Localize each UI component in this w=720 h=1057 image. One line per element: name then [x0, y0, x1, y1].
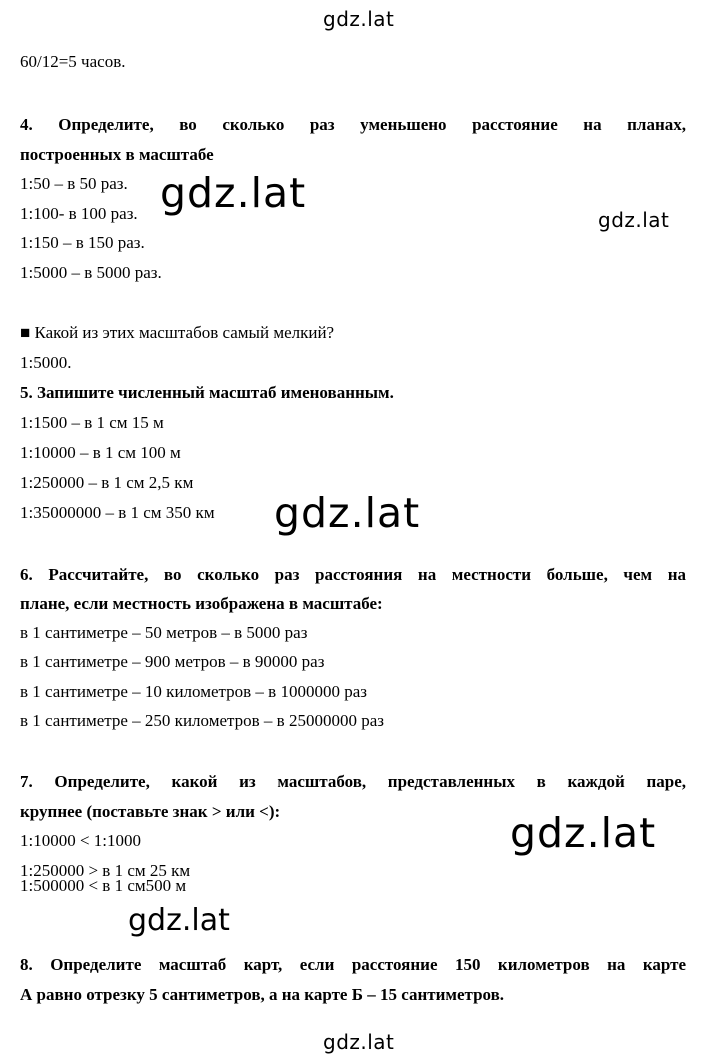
- watermark-big-4: gdz.lat: [128, 903, 230, 938]
- q4-title-line2: построенных в масштабе: [20, 145, 214, 164]
- q8-title-line2: А равно отрезку 5 сантиметров, а на карте Б – 15 сантиметров.: [20, 985, 505, 1004]
- q5-answer-1: 1:1500 – в 1 см 15 м: [20, 413, 164, 432]
- q4-title-line1: 4. Определите, во сколько раз уменьшено расстояние на планах,: [20, 115, 686, 134]
- q4-answer-3: 1:150 – в 150 раз.: [20, 233, 145, 252]
- q6-title-line2: плане, если местность изображена в масштабе:: [20, 594, 383, 613]
- q4-answer-4: 1:5000 – в 5000 раз.: [20, 263, 162, 282]
- q5-title: 5. Запишите численный масштаб именованным.: [20, 383, 394, 402]
- q6-answer-3: в 1 сантиметре – 10 километров – в 1000000 раз: [20, 682, 367, 701]
- watermark-big-2: gdz.lat: [274, 489, 421, 537]
- q4-answer-1: 1:50 – в 50 раз.: [20, 174, 128, 193]
- q4-sub-question: ■ Какой из этих масштабов самый мелкий?: [20, 323, 335, 342]
- q5-answer-3: 1:250000 – в 1 см 2,5 км: [20, 473, 194, 492]
- q7-answer-2: 1:250000 > в 1 см 25 км: [20, 861, 191, 880]
- q7-title-line2: крупнее (поставьте знак > или <):: [20, 802, 281, 821]
- q5-answer-2: 1:10000 – в 1 см 100 м: [20, 443, 181, 462]
- q8-title-line1: 8. Определите масштаб карт, если расстояние 150 километров на карте: [20, 955, 686, 974]
- q4-answer-2: 1:100- в 100 раз.: [20, 204, 138, 223]
- watermark-top: gdz.lat: [323, 7, 395, 31]
- watermark-side: gdz.lat: [598, 208, 670, 232]
- q6-answer-1: в 1 сантиметре – 50 метров – в 5000 раз: [20, 623, 308, 642]
- q6-title-line1: 6. Рассчитайте, во сколько раз расстояния на местности больше, чем на: [20, 565, 686, 584]
- q7-answer-3-clipped: [20, 878, 186, 900]
- watermark-bottom: gdz.lat: [323, 1030, 395, 1054]
- q7-answer-1: 1:10000 < 1:1000: [20, 831, 142, 850]
- q4-sub-answer: 1:5000.: [20, 353, 72, 372]
- q7-title-line1: 7. Определите, какой из масштабов, представленных в каждой паре,: [20, 772, 686, 791]
- intro-line: 60/12=5 часов.: [20, 52, 126, 71]
- q6-answer-2: в 1 сантиметре – 900 метров – в 90000 раз: [20, 652, 325, 671]
- q7-answer-3: 1:500000 < в 1 см500 м: [20, 878, 187, 895]
- watermark-big-3: gdz.lat: [510, 809, 657, 857]
- watermark-big-1: gdz.lat: [160, 169, 307, 217]
- q5-answer-4: 1:35000000 – в 1 см 350 км: [20, 503, 215, 522]
- q6-answer-4: в 1 сантиметре – 250 километров – в 25000000 раз: [20, 711, 384, 730]
